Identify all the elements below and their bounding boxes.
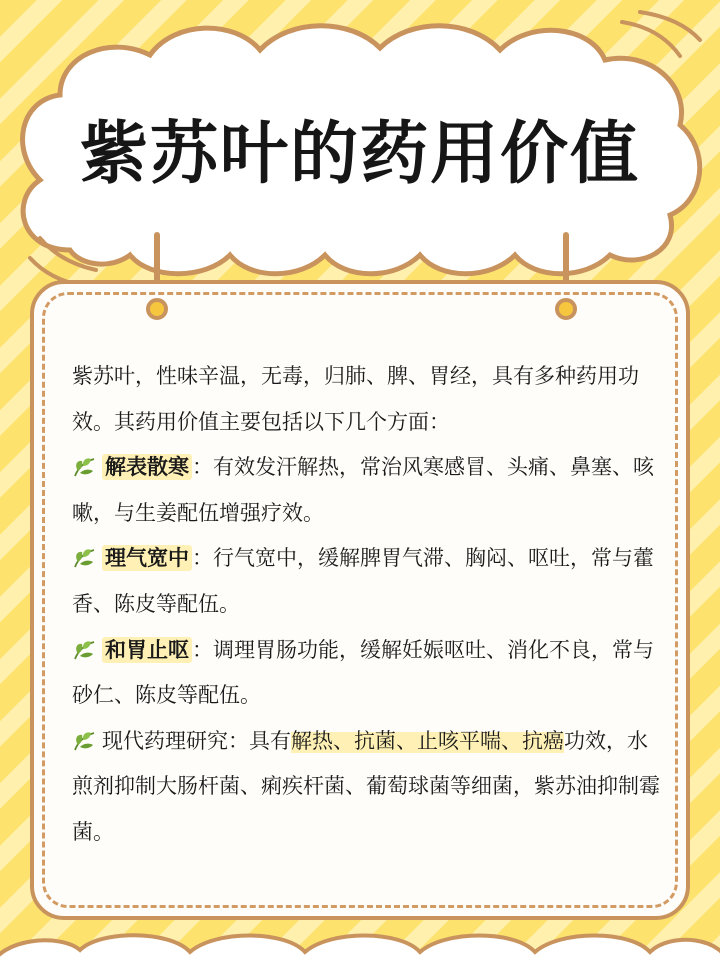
item-text: ：有效发汗解热，常治风寒感冒、头痛、鼻塞、咳嗽，与生姜配伍增强疗效。	[72, 455, 654, 525]
leaf-icon	[72, 639, 98, 661]
list-item	[72, 719, 662, 856]
list-item	[72, 445, 662, 536]
item-heading: 和胃止呕	[102, 637, 192, 663]
item-heading: 解表散寒	[102, 454, 192, 480]
list-item	[72, 628, 662, 719]
item-heading: 现代药理研究：具有	[102, 728, 291, 753]
item-text: ：调理胃肠功能，缓解妊娠呕吐、消化不良，常与砂仁、陈皮等配伍。	[72, 637, 654, 708]
sparkle-line	[622, 22, 680, 56]
rope-knot-left	[146, 298, 168, 320]
item-text: ：行气宽中，缓解脾胃气滞、胸闷、呕吐，常与藿香、陈皮等配伍。	[72, 546, 654, 616]
item-heading: 理气宽中	[102, 545, 192, 571]
intro-paragraph: 紫苏叶，性味辛温，无毒，归肺、脾、胃经，具有多种药用功效。其药用价值主要包括以下几个方面：	[72, 364, 639, 434]
item-highlight: 解热、抗菌、止咳平喘、抗癌	[291, 728, 564, 753]
list-item	[72, 536, 662, 627]
rope-knot-right	[555, 298, 577, 320]
leaf-icon	[72, 547, 98, 569]
leaf-icon	[72, 456, 98, 478]
item-text: 功效，水煎剂抑制大肠杆菌、痢疾杆菌、葡萄球菌等细菌，紫苏油抑制霉菌。	[72, 728, 660, 844]
page-title: 紫苏叶的药用价值	[79, 115, 640, 194]
bottom-clouds	[0, 928, 720, 960]
sparkle-line	[640, 12, 700, 40]
article-body	[72, 354, 662, 856]
leaf-icon	[72, 730, 98, 752]
